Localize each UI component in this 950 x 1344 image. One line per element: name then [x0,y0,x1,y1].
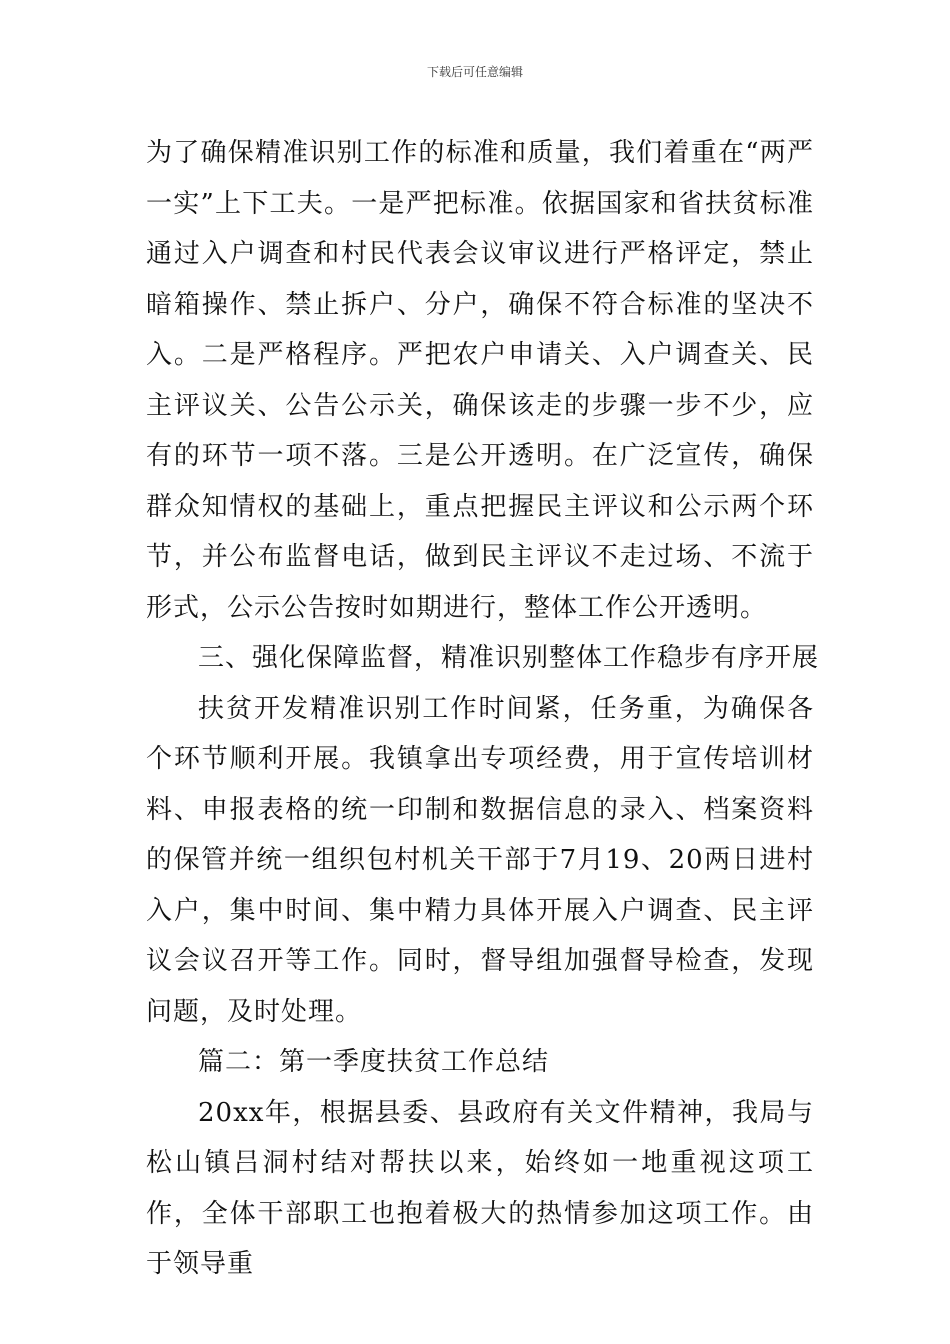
paragraph-two-strict-one-real: 为了确保精准识别工作的标准和质量，我们着重在“两严一实”上下工夫。一是严把标准。依据国家和省扶贫标准通过入户调查和村民代表会议审议进行严格评定，禁止暗箱操作、禁止拆户、分户，确保不符合标准的坚决不入。二是严格程序。严把农户申请关、入户调查关、民主评议关、公告公示关，确保该走的步骤一步不少，应有的环节一项不落。三是公开透明。在广泛宣传，确保群众知情权的基础上，重点把握民主评议和公示两个环节，并公布监督电话，做到民主评议不走过场、不流于形式，公示公告按时如期进行，整体工作公开透明。 [146,138,814,623]
part-two-title: 篇二：第一季度扶贫工作总结 [198,1047,550,1077]
document-body [146,128,820,1290]
page-header: 下载后可任意编辑 [426,65,523,79]
paragraph-pairing-assistance: 20xx年，根据县委、县政府有关文件精神，我局与松山镇吕洞村结对帮扶以来，始终如一地重视这项工作，全体干部职工也抱着极大的热情参加这项工作。由于领导重 [146,1097,814,1279]
section-heading-three: 三、强化保障监督，精准识别整体工作稳步有序开展 [198,643,820,673]
paragraph-precise-identification: 扶贫开发精准识别工作时间紧，任务重，为确保各个环节顺利开展。我镇拿出专项经费，用于宣传培训材料、申报表格的统一印制和数据信息的录入、档案资料的保管并统一组织包村机关干部于7月19、20两日进村入户，集中时间、集中精力具体开展入户调查、民主评议会议召开等工作。同时，督导组加强督导检查，发现问题，及时处理。 [146,693,814,1027]
